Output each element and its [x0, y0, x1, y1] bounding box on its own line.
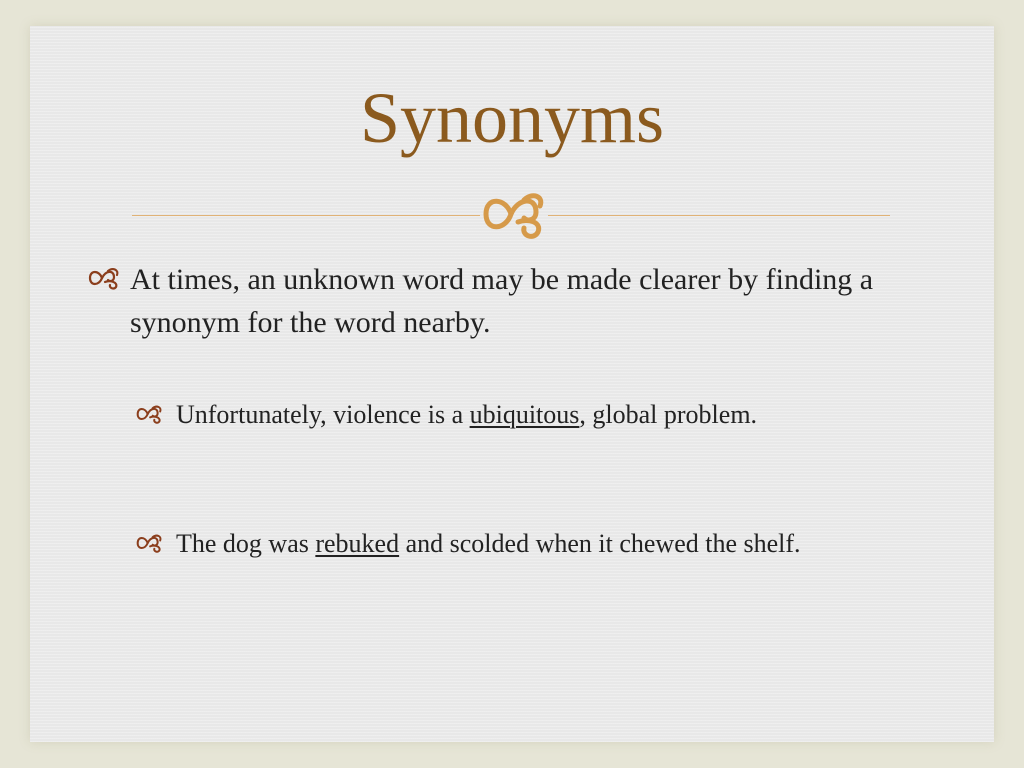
- underlined-word: ubiquitous: [469, 400, 580, 429]
- fleuron-bullet-icon: [136, 404, 166, 424]
- bullet-item-3: [136, 525, 936, 563]
- bullet-text-before: Unfortunately, violence is a: [176, 400, 470, 429]
- bullet-text: [176, 525, 936, 563]
- title-divider-left: [132, 215, 480, 216]
- bullet-text-before: The dog was: [176, 529, 316, 558]
- title-divider-right: [548, 215, 890, 216]
- bullet-text-after: , global problem.: [579, 400, 758, 429]
- fleuron-bullet-icon: [88, 266, 124, 290]
- bullet-text: [176, 396, 936, 434]
- fleuron-ornament-icon: [478, 188, 550, 240]
- slide-title: Synonyms: [359, 78, 665, 158]
- bullet-item-1: [88, 258, 938, 344]
- bullet-text-after: and scolded when it chewed the shelf.: [399, 529, 801, 558]
- fleuron-bullet-icon: [136, 533, 166, 553]
- underlined-word: rebuked: [315, 529, 400, 558]
- bullet-item-2: [136, 396, 936, 434]
- bullet-text: At times, an unknown word may be made clearer by finding a synonym for the word nearby.: [130, 263, 874, 339]
